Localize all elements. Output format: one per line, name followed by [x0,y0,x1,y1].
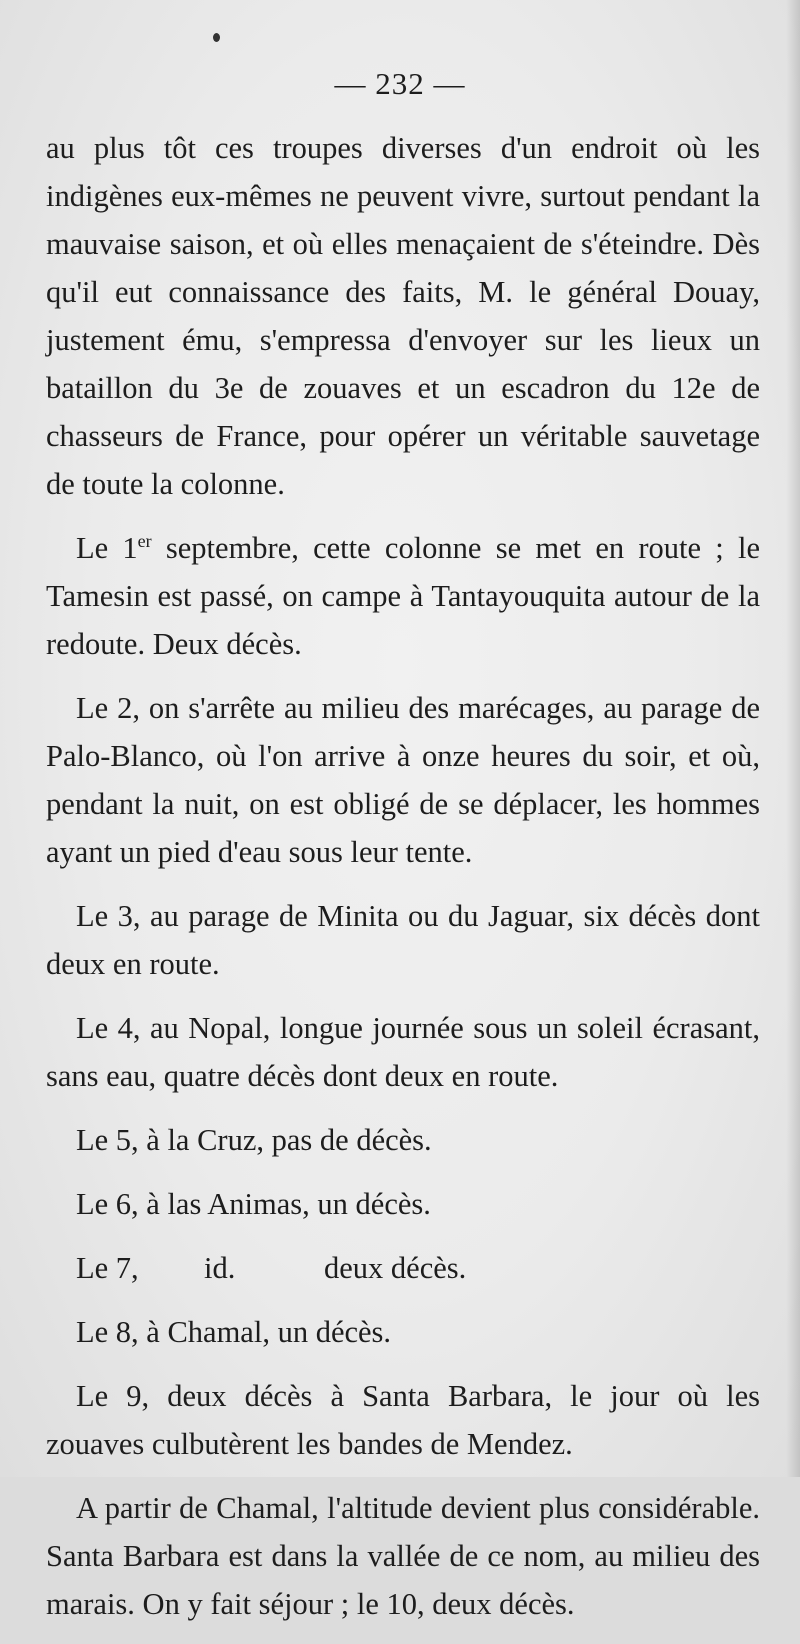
paragraph-2-superscript: er [137,530,152,551]
paragraph-1: au plus tôt ces troupes diverses d'un endroit où les indigènes eux-mêmes ne peuvent vivre, surtout pendant la mauvaise saison, et où elles menaçaient de s'éteindre. Dès qu'il eut connaissance des faits, M. le général Douay, justement ému, s'empressa d'envoyer sur les lieux un bataillon du 3e de zouaves et un escadron du 12e de chasseurs de France, pour opérer un véritable sauvetage de toute la colonne. [46,131,760,501]
paragraph-5: Le 4, au Nopal, longue journée sous un soleil écrasant, sans eau, quatre décès dont deux en route. [46,1011,760,1093]
paragraph-8-deaths: deux décès. [324,1251,467,1285]
paragraph-8-idem: id. [204,1251,236,1285]
ink-dot [213,33,220,42]
paragraph-7: Le 6, à las Animas, un décès. [76,1187,431,1221]
paragraph-6: Le 5, à la Cruz, pas de décès. [76,1123,432,1157]
paragraph-8-date: Le 7, [76,1251,139,1285]
paragraph-11: A partir de Chamal, l'altitude devient plus considérable. Santa Barbara est dans la vallée de ce nom, au milieu des marais. On y fait séjour ; le 10, deux décès. [46,1491,760,1621]
paragraph-2-rest: septembre, cette colonne se met en route ; le Tamesin est passé, on campe à Tantayouquita autour de la redoute. Deux décès. [46,531,761,661]
body-text [46,124,760,1644]
paragraph-3: Le 2, on s'arrête au milieu des marécages, au parage de Palo-Blanco, où l'on arrive à onze heures du soir, et où, pendant la nuit, on est obligé de se déplacer, les hommes ayant un pied d'eau sous leur tente. [46,691,760,869]
page-number: — 232 — [334,66,466,101]
paragraph-2-prefix: Le 1 [76,531,138,565]
paragraph-9: Le 8, à Chamal, un décès. [76,1315,392,1349]
page-edge-shadow [786,0,800,1477]
paragraph-8 [46,1244,760,1292]
paragraph-2 [46,524,760,668]
paragraph-4: Le 3, au parage de Minita ou du Jaguar, six décès dont deux en route. [46,899,760,981]
paragraph-10: Le 9, deux décès à Santa Barbara, le jour où les zouaves culbutèrent les bandes de Mendez. [46,1379,760,1461]
